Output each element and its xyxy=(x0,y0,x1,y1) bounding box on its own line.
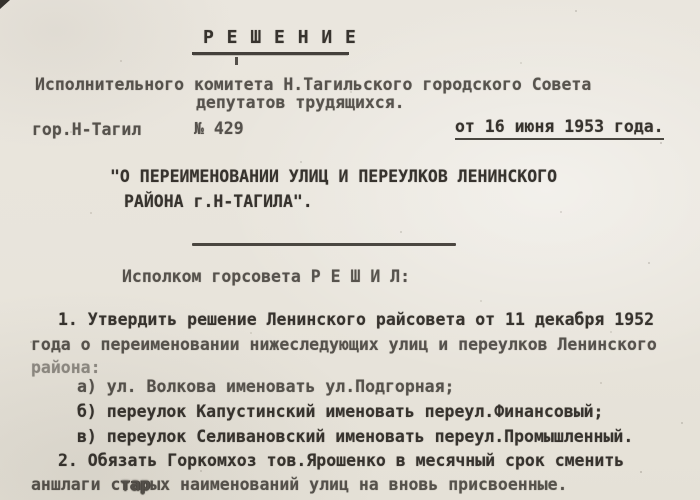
document-number: № 429 xyxy=(194,119,244,138)
separator-rule xyxy=(192,243,456,246)
city-label: гор.Н-Тагил xyxy=(32,120,142,139)
body-paragraph1-line1: 1. Утвердить решение Ленинского райсовета от 11 декабря 1952 xyxy=(58,310,655,329)
paragraph2-line2-suffix: ых наименований улиц на вновь присвоенные. xyxy=(150,475,568,494)
body-paragraph2-line1: 2. Обязать Горкомхоз тов.Ярошенко в месячный срок сменить xyxy=(58,451,625,470)
document-date: от 16 июня 1953 года. xyxy=(455,118,664,140)
document-title: Р Е Ш Е Н И Е xyxy=(203,27,357,48)
paragraph2-line2-prefix: аншлаги с xyxy=(31,475,121,494)
paper-noise-speckles xyxy=(0,0,2,2)
subject-line-1: "О ПЕРЕИМЕНОВАНИИ УЛИЦ И ПЕРЕУЛКОВ ЛЕНИНСКОГО xyxy=(110,167,558,186)
body-paragraph1-line3: района: xyxy=(31,358,101,377)
list-item-c: в) переулок Селивановский именовать переул.Промышленный. xyxy=(77,427,634,446)
subject-line-2: РАЙОНА г.Н-ТАГИЛА". xyxy=(124,192,313,211)
overtyped-smudge-text: тар xyxy=(120,475,151,494)
resolution-heading: Исполком горсовета Р Е Ш И Л: xyxy=(122,267,411,286)
list-item-b: б) переулок Капустинский именовать переул.Финансовый; xyxy=(77,402,604,421)
body-paragraph1-line2: года о переименовании нижеследующих улиц и переулков Ленинского xyxy=(31,335,657,354)
title-underline xyxy=(192,52,349,55)
ink-tick-artifact xyxy=(235,57,238,65)
issuing-org-line-1: Исполнительного комитета Н.Тагильского городского Совета xyxy=(35,75,592,94)
list-item-a: а) ул. Волкова именовать ул.Подгорная; xyxy=(77,377,455,396)
body-paragraph2-line2 xyxy=(31,476,567,494)
issuing-org-line-2: депутатов трудящихся. xyxy=(196,93,405,112)
